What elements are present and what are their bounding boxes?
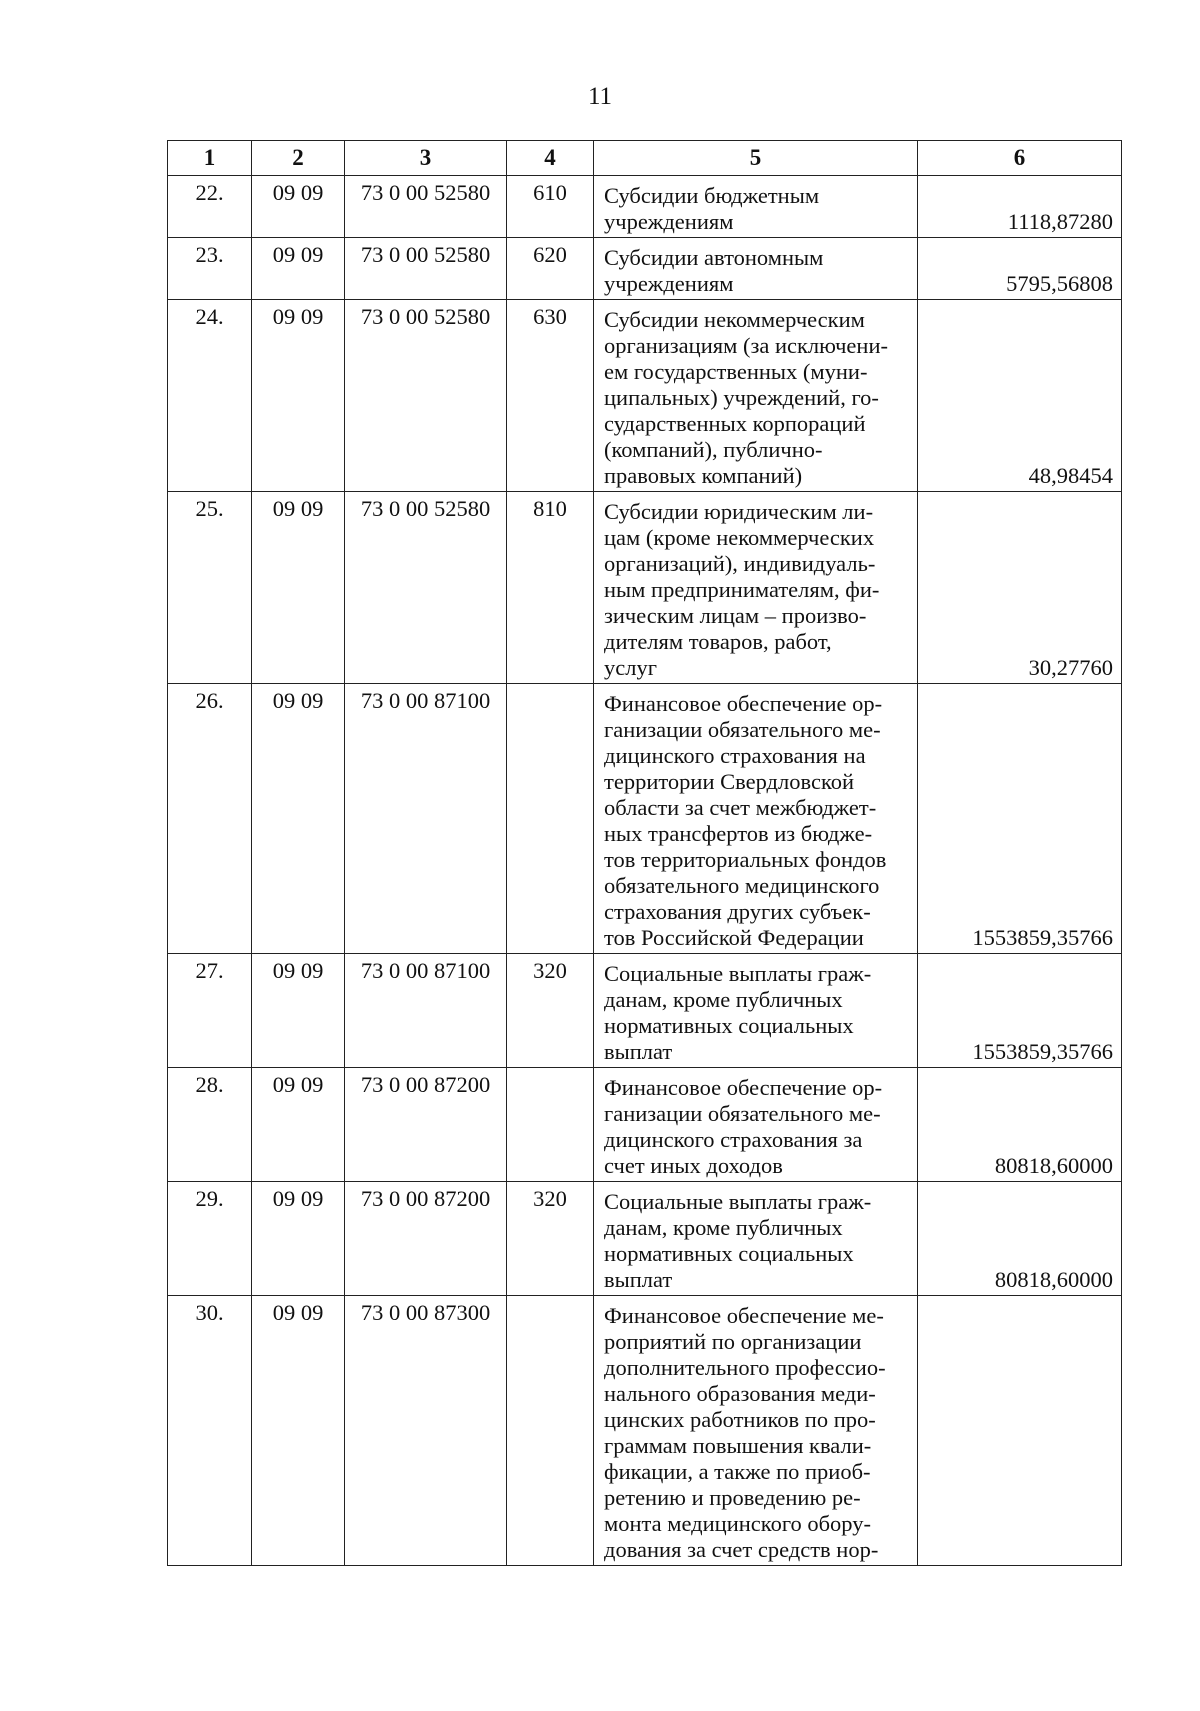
target-code-cell: 73 0 00 52580 [345, 300, 507, 492]
description-line: сударственных корпораций [604, 411, 866, 436]
header-row [168, 141, 1122, 176]
description-line: монта медицинского обору- [604, 1511, 872, 1536]
column-header: 5 [594, 141, 918, 176]
description-line: данам, кроме публичных [604, 1215, 843, 1240]
amount-cell: 1553859,35766 [918, 684, 1122, 954]
description-line: зическим лицам – произво- [604, 603, 867, 628]
description-cell [594, 684, 918, 954]
description-line: счет иных доходов [604, 1153, 783, 1178]
description-line: учреждениям [604, 209, 734, 234]
budget-table [167, 140, 1122, 1566]
description-line: Финансовое обеспечение ор- [604, 1075, 883, 1100]
table-body [168, 176, 1122, 1566]
amount-cell: 80818,60000 [918, 1068, 1122, 1182]
description-line: Социальные выплаты граж- [604, 1189, 872, 1214]
table-row [168, 176, 1122, 238]
amount-cell: 5795,56808 [918, 238, 1122, 300]
description-line: граммам повышения квали- [604, 1433, 872, 1458]
description-cell [594, 954, 918, 1068]
amount-cell: 1118,87280 [918, 176, 1122, 238]
description-line: услуг [604, 655, 657, 680]
description-line: дицинского страхования за [604, 1127, 863, 1152]
table-row [168, 238, 1122, 300]
table-row [168, 492, 1122, 684]
description-line: организаций), индивидуаль- [604, 551, 876, 576]
section-code-cell: 09 09 [252, 1068, 345, 1182]
expense-type-cell [507, 684, 594, 954]
description-line: нормативных социальных [604, 1013, 854, 1038]
amount-cell: 30,27760 [918, 492, 1122, 684]
description-line: дителям товаров, работ, [604, 629, 832, 654]
description-line: (компаний), публично- [604, 437, 823, 462]
description-line: учреждениям [604, 271, 734, 296]
section-code-cell: 09 09 [252, 300, 345, 492]
expense-type-cell: 320 [507, 1182, 594, 1296]
description-line: фикации, а также по приоб- [604, 1459, 871, 1484]
target-code-cell: 73 0 00 87100 [345, 684, 507, 954]
section-code-cell: 09 09 [252, 238, 345, 300]
description-line: Субсидии юридическим ли- [604, 499, 874, 524]
expense-type-cell: 320 [507, 954, 594, 1068]
description-cell [594, 176, 918, 238]
target-code-cell: 73 0 00 87200 [345, 1182, 507, 1296]
description-line: цинских работников по про- [604, 1407, 876, 1432]
column-header: 6 [918, 141, 1122, 176]
table-row [168, 954, 1122, 1068]
row-number-cell: 26. [168, 684, 252, 954]
section-code-cell: 09 09 [252, 1182, 345, 1296]
description-line: организациям (за исключени- [604, 333, 888, 358]
row-number-cell: 23. [168, 238, 252, 300]
section-code-cell: 09 09 [252, 176, 345, 238]
column-header: 4 [507, 141, 594, 176]
description-line: ем государственных (муни- [604, 359, 868, 384]
table-row [168, 300, 1122, 492]
expense-type-cell: 610 [507, 176, 594, 238]
table-row [168, 684, 1122, 954]
section-code-cell: 09 09 [252, 492, 345, 684]
description-line: дицинского страхования на [604, 743, 866, 768]
description-line: ганизации обязательного ме- [604, 1101, 881, 1126]
expense-type-cell [507, 1068, 594, 1182]
expense-type-cell: 630 [507, 300, 594, 492]
section-code-cell: 09 09 [252, 1296, 345, 1566]
row-number-cell: 22. [168, 176, 252, 238]
description-line: выплат [604, 1267, 673, 1292]
description-line: Субсидии бюджетным [604, 183, 820, 208]
description-cell [594, 492, 918, 684]
description-line: Социальные выплаты граж- [604, 961, 872, 986]
expense-type-cell: 810 [507, 492, 594, 684]
amount-cell [918, 1296, 1122, 1566]
description-line: нального образования меди- [604, 1381, 876, 1406]
description-cell [594, 1182, 918, 1296]
description-cell [594, 300, 918, 492]
table-header [168, 141, 1122, 176]
description-line: ных трансфертов из бюдже- [604, 821, 873, 846]
description-line: выплат [604, 1039, 673, 1064]
row-number-cell: 30. [168, 1296, 252, 1566]
target-code-cell: 73 0 00 87200 [345, 1068, 507, 1182]
description-line: цам (кроме некоммерческих [604, 525, 875, 550]
description-cell [594, 238, 918, 300]
description-line: ципальных) учреждений, го- [604, 385, 879, 410]
target-code-cell: 73 0 00 52580 [345, 492, 507, 684]
expense-type-cell [507, 1296, 594, 1566]
target-code-cell: 73 0 00 87300 [345, 1296, 507, 1566]
description-cell [594, 1296, 918, 1566]
description-cell [594, 1068, 918, 1182]
amount-cell: 80818,60000 [918, 1182, 1122, 1296]
description-line: области за счет межбюджет- [604, 795, 877, 820]
description-line: дополнительного профессио- [604, 1355, 886, 1380]
amount-cell: 1553859,35766 [918, 954, 1122, 1068]
description-line: ганизации обязательного ме- [604, 717, 881, 742]
description-line: дования за счет средств нор- [604, 1537, 879, 1562]
amount-cell: 48,98454 [918, 300, 1122, 492]
description-line: роприятий по организации [604, 1329, 862, 1354]
row-number-cell: 24. [168, 300, 252, 492]
row-number-cell: 29. [168, 1182, 252, 1296]
description-line: Финансовое обеспечение ме- [604, 1303, 884, 1328]
column-header: 3 [345, 141, 507, 176]
section-code-cell: 09 09 [252, 954, 345, 1068]
row-number-cell: 28. [168, 1068, 252, 1182]
target-code-cell: 73 0 00 52580 [345, 176, 507, 238]
page-number: 11 [587, 83, 613, 110]
target-code-cell: 73 0 00 52580 [345, 238, 507, 300]
table-row [168, 1068, 1122, 1182]
column-header: 2 [252, 141, 345, 176]
section-code-cell: 09 09 [252, 684, 345, 954]
table-row [168, 1296, 1122, 1566]
table-row [168, 1182, 1122, 1296]
description-line: территории Свердловской [604, 769, 855, 794]
row-number-cell: 25. [168, 492, 252, 684]
description-line: нормативных социальных [604, 1241, 854, 1266]
description-line: обязательного медицинского [604, 873, 880, 898]
column-header: 1 [168, 141, 252, 176]
description-line: данам, кроме публичных [604, 987, 843, 1012]
description-line: ным предпринимателям, фи- [604, 577, 880, 602]
description-line: Субсидии некоммерческим [604, 307, 865, 332]
description-line: тов территориальных фондов [604, 847, 887, 872]
description-line: тов Российской Федерации [604, 925, 864, 950]
description-line: Субсидии автономным [604, 245, 824, 270]
description-line: Финансовое обеспечение ор- [604, 691, 883, 716]
target-code-cell: 73 0 00 87100 [345, 954, 507, 1068]
description-line: правовых компаний) [604, 463, 803, 488]
row-number-cell: 27. [168, 954, 252, 1068]
description-line: ретению и проведению ре- [604, 1485, 861, 1510]
expense-type-cell: 620 [507, 238, 594, 300]
description-line: страхования других субъек- [604, 899, 871, 924]
